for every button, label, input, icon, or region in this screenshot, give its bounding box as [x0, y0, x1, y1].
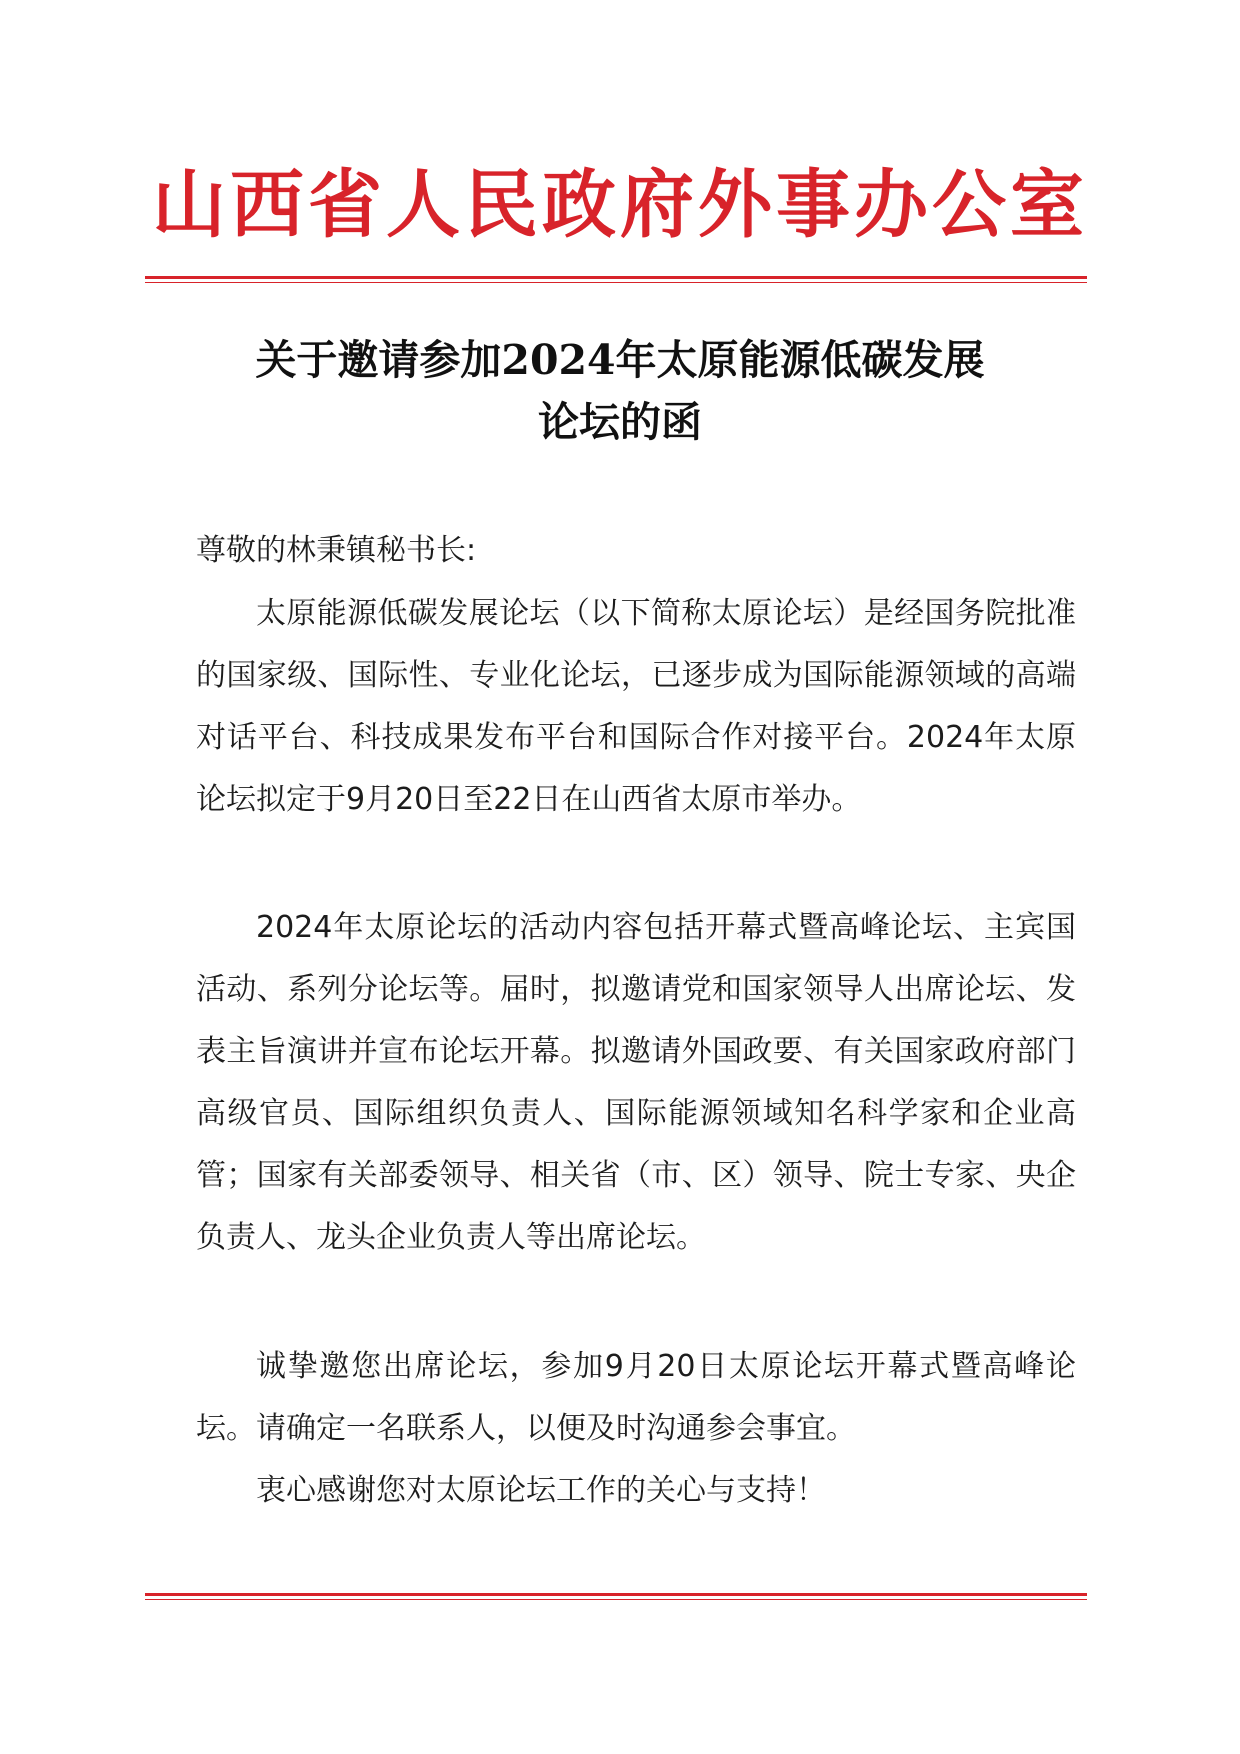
footer-divider-thin [145, 1599, 1087, 1600]
footer-divider-thick [145, 1593, 1087, 1596]
document-title-line-1: 关于邀请参加2024年太原能源低碳发展 [255, 336, 985, 384]
salutation: 尊敬的林秉镇秘书长: [196, 533, 477, 568]
body-paragraph-4: 衷心感谢您对太原论坛工作的关心与支持！ [256, 1473, 826, 1508]
body-paragraph-2: 2024年太原论坛的活动内容包括开幕式暨高峰论坛、主宾国活动、系列分论坛等。届时，拟邀请党和国家领导人出席论坛、发表主旨演讲并宣布论坛开幕。拟邀请外国政要、有关国家政府部门高级官员、国际组织负责人、国际能源领域知名科学家和企业高管；国家有关部委领导、相关省（市、区）领导、院士专家、央企负责人、龙头企业负责人等出席论坛。 [196, 910, 1076, 1255]
letterhead-divider-thin [145, 282, 1087, 283]
body-paragraph-1: 太原能源低碳发展论坛（以下简称太原论坛）是经国务院批准的国家级、国际性、专业化论坛，已逐步成为国际能源领域的高端对话平台、科技成果发布平台和国际合作对接平台。2024年太原论坛拟定于9月20日至22日在山西省太原市举办。 [196, 596, 1076, 817]
letterhead-divider-thick [145, 276, 1087, 279]
document-title-line-2: 论坛的函 [538, 398, 702, 446]
letterhead-organization: 山西省人民政府外事办公室 [152, 162, 1088, 248]
body-paragraph-3: 诚挚邀您出席论坛，参加9月20日太原论坛开幕式暨高峰论坛。请确定一名联系人，以便及时沟通参会事宜。 [196, 1349, 1076, 1446]
